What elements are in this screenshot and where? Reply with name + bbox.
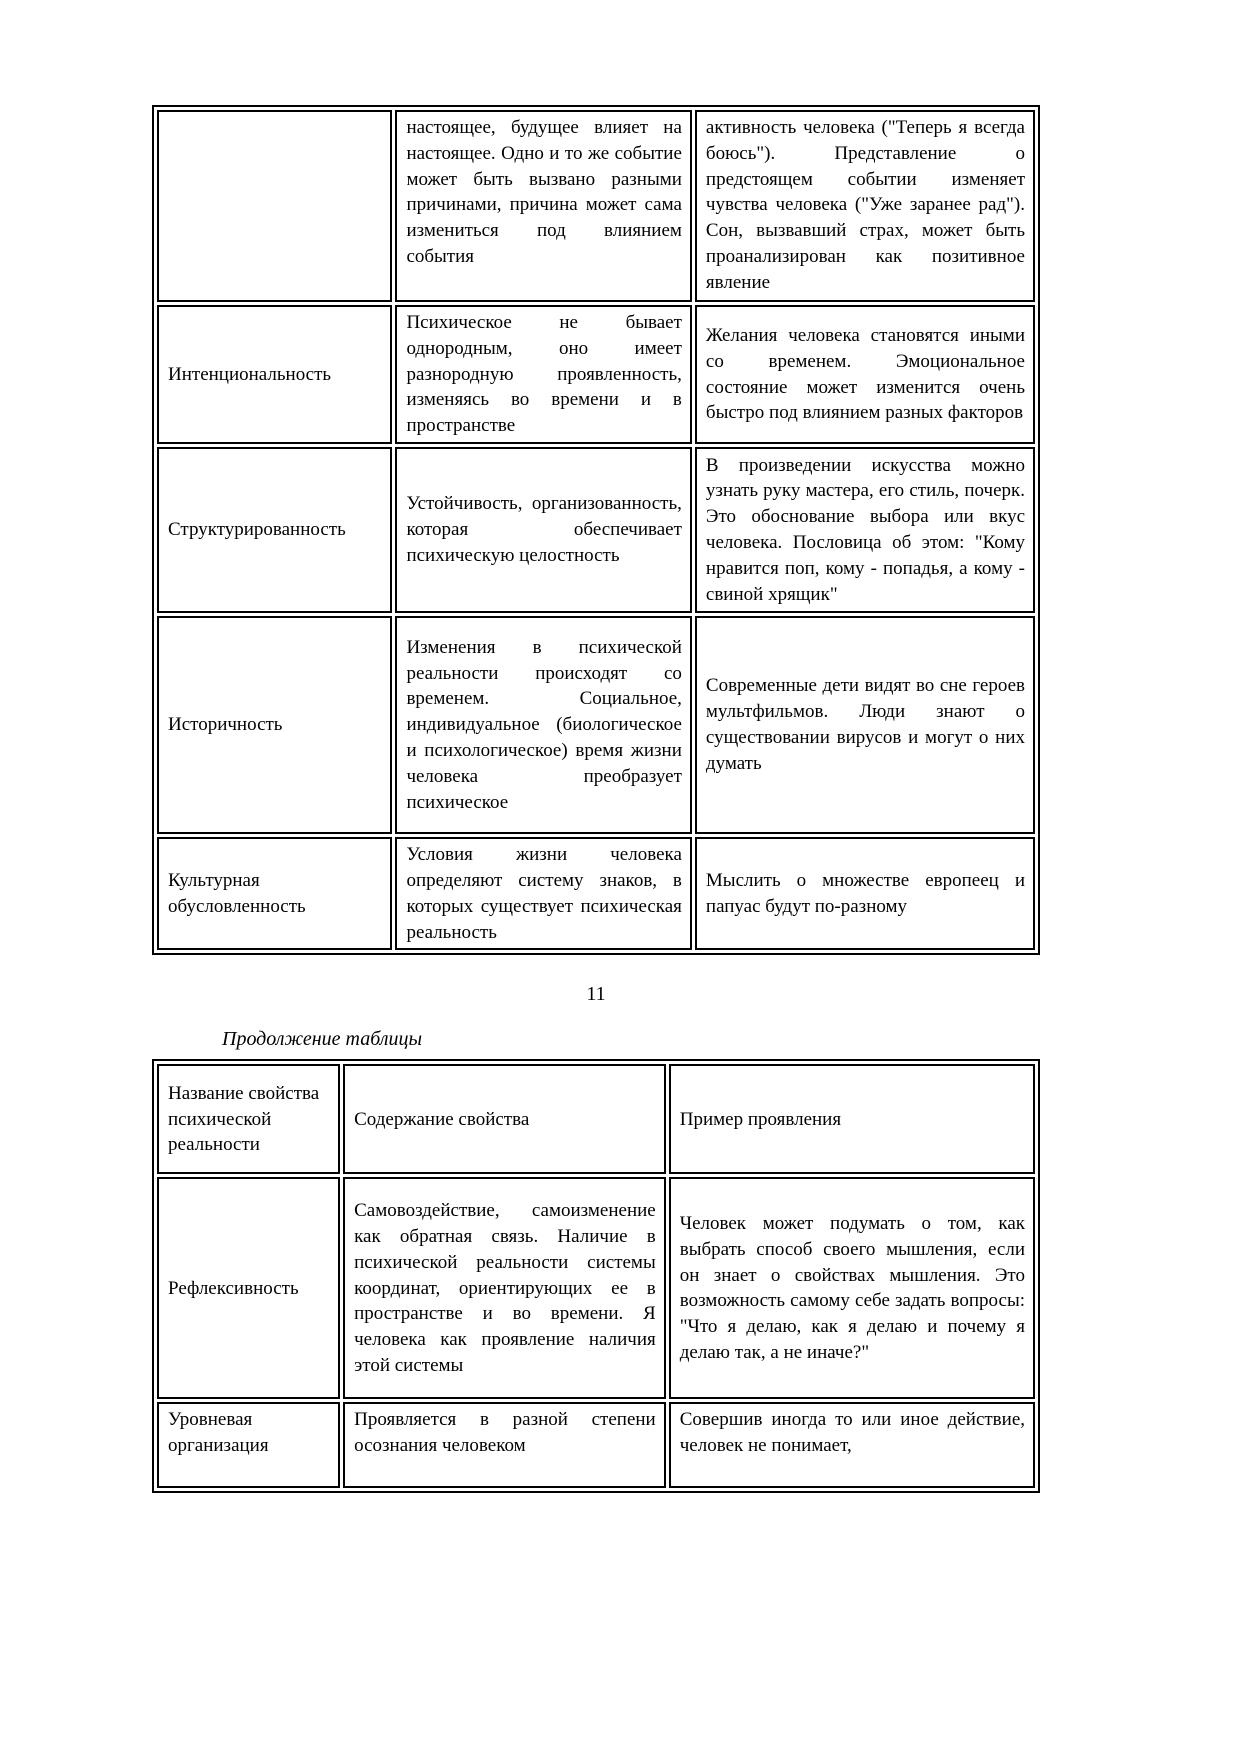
property-content-cell: настоящее, будущее влияет на настоящее. Одно и то же событие может быть вызвано разными причинами, причина может сама измениться под влиянием события <box>395 110 691 302</box>
page-number: 11 <box>586 983 606 1006</box>
property-example-cell: В произведении искусства можно узнать руку мастера, его стиль, почерк. Это обоснование выбора или вкус человека. Пословица об этом: "Кому нравится поп, кому - попадья, а кому - свиной хрящик" <box>695 447 1035 613</box>
property-example-cell: Современные дети видят во сне героев мультфильмов. Люди знают о существовании вирусов и могут о них думать <box>695 616 1035 834</box>
property-content-cell: Изменения в психической реальности происходят со временем. Социальное, индивидуальное (биологическое и психологическое) время жизни человека преобразует психическое <box>395 616 691 834</box>
table-row <box>157 1177 1035 1399</box>
table-row <box>157 1402 1035 1488</box>
property-name-cell: Историчность <box>157 616 392 834</box>
property-name-cell: Рефлексивность <box>157 1177 340 1399</box>
properties-table-top <box>152 105 1040 955</box>
table-row <box>157 616 1035 834</box>
table-row <box>157 110 1035 302</box>
column-header-content: Содержание свойства <box>343 1064 666 1174</box>
property-content-cell: Самовоздействие, самоизменение как обратная связь. Наличие в психической реальности системы координат, ориентирующих ее в пространстве и во времени. Я человека как проявление наличия этой системы <box>343 1177 666 1399</box>
property-example-cell: Совершив иногда то или иное действие, человек не понимает, <box>669 1402 1035 1488</box>
table-row <box>157 305 1035 444</box>
property-name-cell: Культурная обусловленность <box>157 837 392 950</box>
table-continuation-label: Продолжение таблицы <box>222 1028 423 1051</box>
table-row <box>157 447 1035 613</box>
property-example-cell: Человек может подумать о том, как выбрать способ своего мышления, если он знает о свойствах мышления. Это возможность самому себе задать вопросы: "Что я делаю, как я делаю и почему я делаю так, а не иначе?" <box>669 1177 1035 1399</box>
property-example-cell: активность человека ("Теперь я всегда боюсь"). Представление о предстоящем событии изменяет чувства человека ("Уже заранее рад"). Сон, вызвавший страх, может быть проанализирован как позитивное явление <box>695 110 1035 302</box>
page-content <box>152 105 1040 1493</box>
property-content-cell: Условия жизни человека определяют систему знаков, в которых существует психическая реальность <box>395 837 691 950</box>
property-name-cell: Интенциональность <box>157 305 392 444</box>
property-example-cell: Желания человека становятся иными со временем. Эмоциональное состояние может изменится очень быстро под влиянием разных факторов <box>695 305 1035 444</box>
column-header-example: Пример проявления <box>669 1064 1035 1174</box>
property-example-cell: Мыслить о множестве европеец и папуас будут по-разному <box>695 837 1035 950</box>
column-header-property-name: Название свойства психической реальности <box>157 1064 340 1174</box>
property-content-cell: Проявляется в разной степени осознания человеком <box>343 1402 666 1488</box>
property-content-cell: Устойчивость, организованность, которая обеспечивает психическую целостность <box>395 447 691 613</box>
properties-table-continuation <box>152 1059 1040 1493</box>
property-name-cell <box>157 110 392 302</box>
property-name-cell: Уровневая организация <box>157 1402 340 1488</box>
table-row <box>157 837 1035 950</box>
table-header-row <box>157 1064 1035 1174</box>
property-content-cell: Психическое не бывает однородным, оно имеет разнородную проявленность, изменяясь во времени и в пространстве <box>395 305 691 444</box>
property-name-cell: Структурированность <box>157 447 392 613</box>
